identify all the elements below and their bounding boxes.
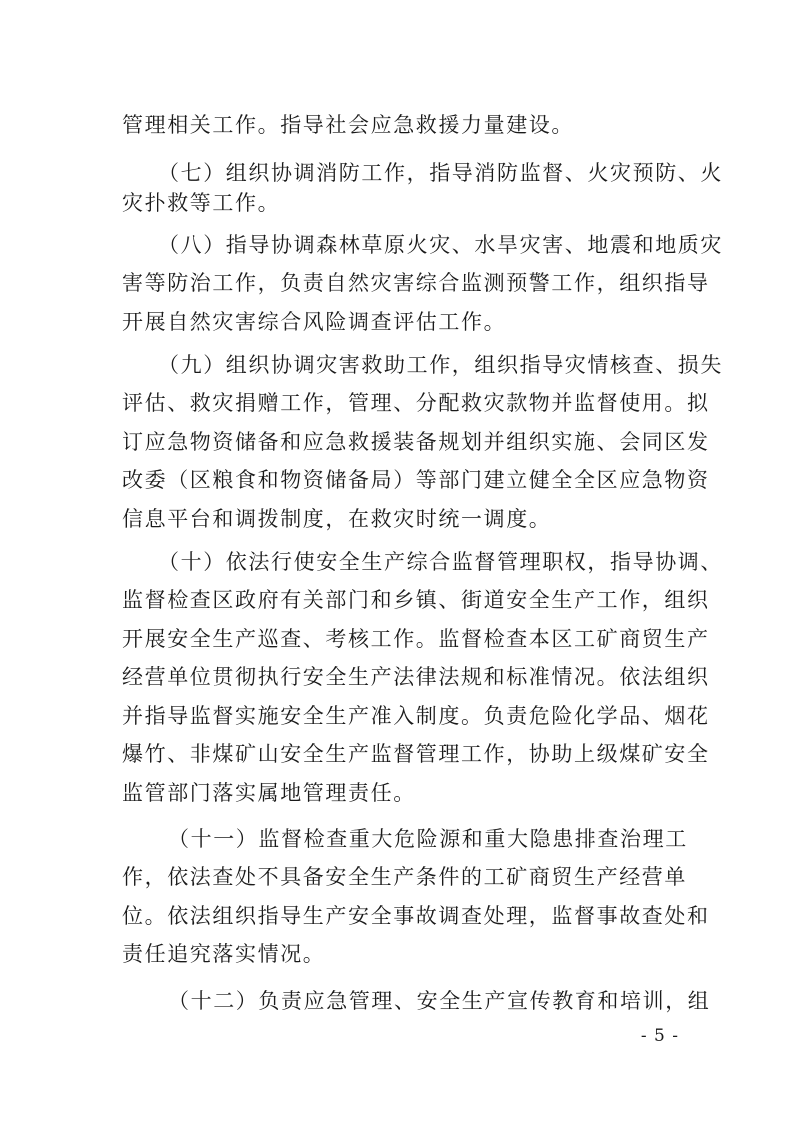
text-line: 灾扑救等工作。 — [122, 191, 281, 215]
text-line: 经营单位贯彻执行安全生产法律法规和标准情况。依法组织 — [122, 665, 710, 689]
text-line: 责任追究落实情况。 — [122, 942, 326, 966]
text-line: 评估、救灾捐赠工作，管理、分配救灾款物并监督使用。拟 — [122, 391, 710, 415]
text-line: 信息平台和调拨制度，在救灾时统一调度。 — [122, 507, 552, 531]
text-line: （七）组织协调消防工作，指导消防监督、火灾预防、火 — [158, 161, 723, 185]
text-line: 位。依法组织指导生产安全事故调查处理，监督事故查处和 — [122, 904, 710, 928]
text-line: （十二）负责应急管理、安全生产宣传教育和培训，组 — [168, 989, 711, 1013]
text-line: 改委（区粮食和物资储备局）等部门建立健全全区应急物资 — [122, 468, 710, 492]
text-line: 订应急物资储备和应急救援装备规划并组织实施、会同区发 — [122, 430, 710, 454]
text-line: 管理相关工作。指导社会应急救援力量建设。 — [122, 113, 574, 137]
text-line: 开展自然灾害综合风险调查评估工作。 — [122, 310, 507, 334]
text-line: 作，依法查处不具备安全生产条件的工矿商贸生产经营单 — [122, 865, 687, 889]
text-line: 爆竹、非煤矿山安全生产监督管理工作，协助上级煤矿安全 — [122, 742, 710, 766]
text-line: 并指导监督实施安全生产准入制度。负责危险化学品、烟花 — [122, 704, 710, 728]
text-line: 害等防治工作，负责自然灾害综合监测预警工作，组织指导 — [122, 271, 710, 295]
text-line: （九）组织协调灾害救助工作，组织指导灾情核查、损失 — [158, 353, 723, 377]
text-line: 监管部门落实属地管理责任。 — [122, 781, 416, 805]
text-line: （八）指导协调森林草原火灾、水旱灾害、地震和地质灾 — [158, 233, 723, 257]
page-number: - 5 - — [640, 1026, 679, 1046]
text-line: 监督检查区政府有关部门和乡镇、街道安全生产工作，组织 — [122, 588, 710, 612]
text-line: （十）依法行使安全生产综合监督管理职权，指导协调、 — [158, 550, 723, 574]
text-line: 开展安全生产巡查、考核工作。监督检查本区工矿商贸生产 — [122, 627, 710, 651]
text-line: （十一）监督检查重大危险源和重大隐患排查治理工 — [168, 827, 688, 851]
